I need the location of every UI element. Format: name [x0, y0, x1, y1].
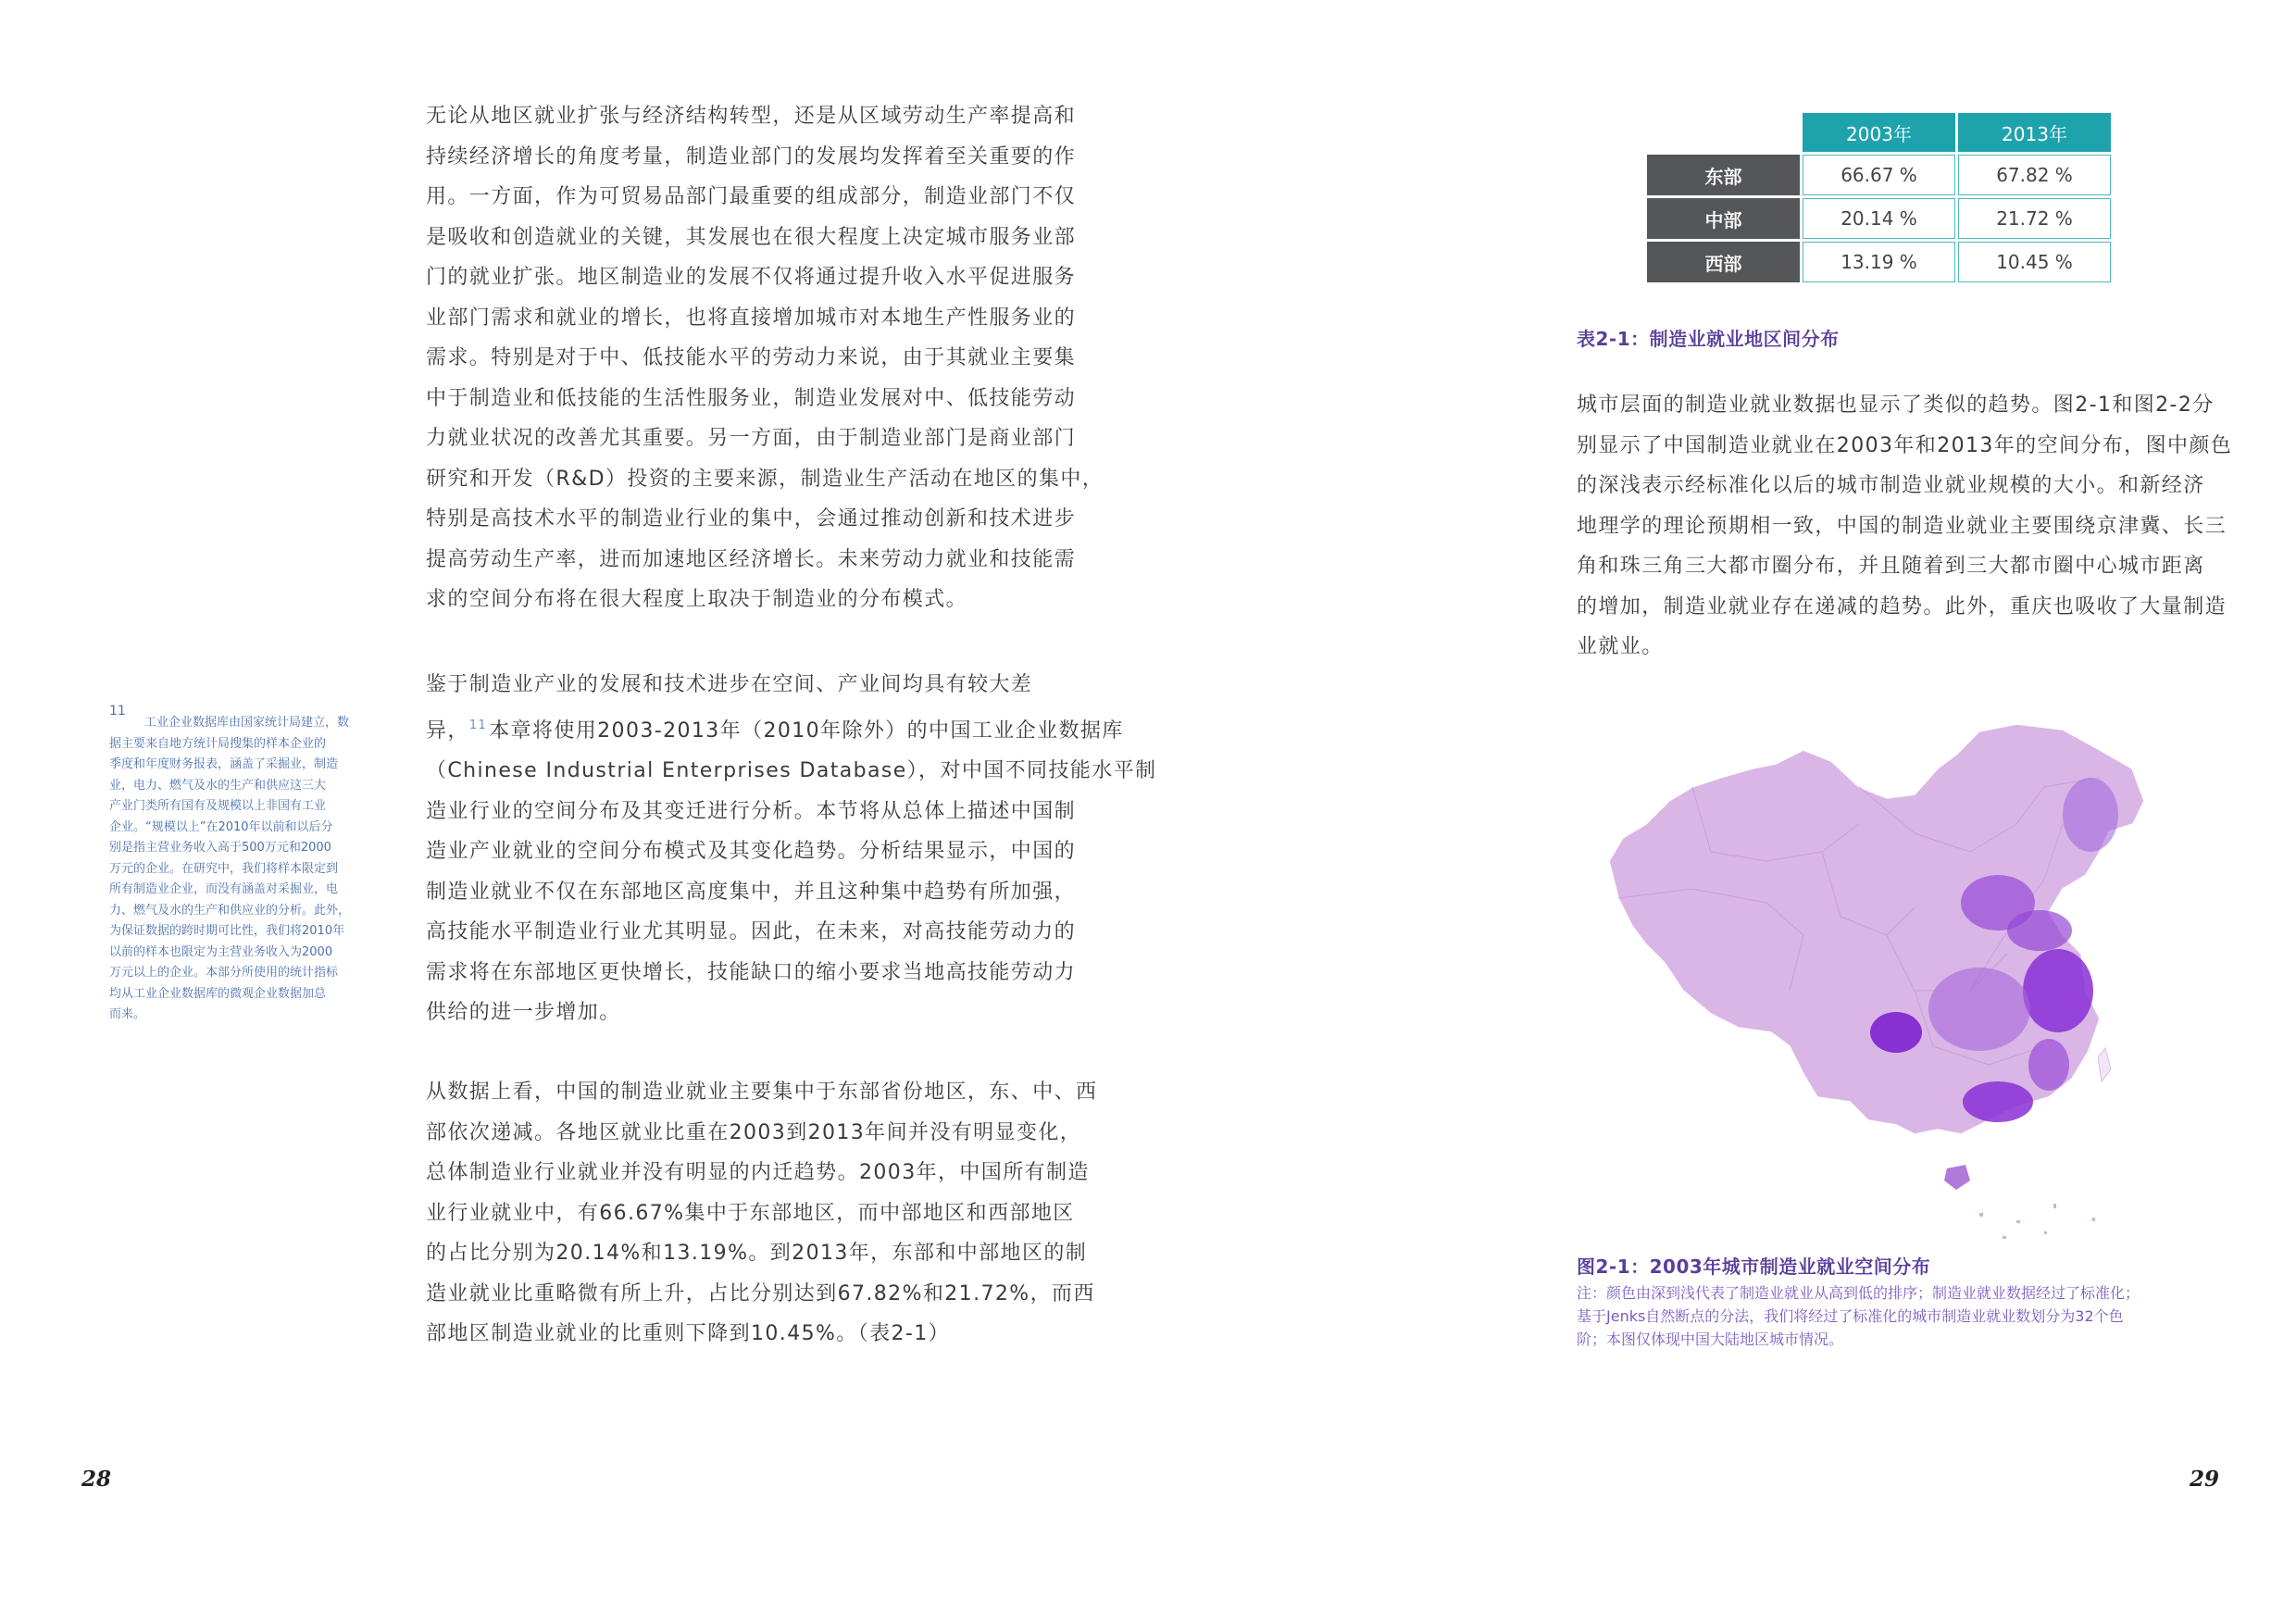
text-line: 求的空间分布将在很大程度上取决于制造业的分布模式。: [426, 588, 968, 611]
footnote-line: 产业门类所有国有及规模以上非国有工业: [109, 799, 327, 813]
text-line: 门的就业扩张。地区制造业的发展不仅将通过提升收入水平促进服务: [426, 266, 1077, 289]
text-line: 的占比分别为20.14%和13.19%。到2013年，东部和中部地区的制: [426, 1242, 1088, 1265]
pearl-delta-cluster: [1963, 1081, 2033, 1122]
footnote-line: 以前的样本也限定为主营业务收入为2000: [109, 944, 333, 959]
text-line: 高技能水平制造业行业尤其明显。因此，在未来，对高技能劳动力的: [426, 920, 1077, 943]
note-line: 注：颜色由深到浅代表了制造业就业从高到低的排序；制造业就业数据经过了标准化；: [1577, 1284, 2140, 1302]
figure-caption: 图2-1：2003年城市制造业就业空间分布: [1577, 1255, 1931, 1278]
footnote-line: 别是指主营业务收入高于500万元和2000: [109, 841, 331, 855]
yangtze-delta-cluster: [2023, 949, 2093, 1032]
note-line: 基于Jenks自然断点的分法，我们将经过了标准化的城市制造业就业数划分为32个色: [1577, 1307, 2124, 1325]
column-header-2003: 2003年: [1803, 113, 1955, 152]
page-number-left: 28: [81, 1467, 112, 1492]
text-line: 部地区制造业就业的比重则下降到10.45%。（表2-1）: [426, 1322, 951, 1345]
text-line: 无论从地区就业扩张与经济结构转型，还是从区域劳动生产率提高和: [426, 105, 1077, 128]
central-cluster: [1928, 968, 2030, 1051]
hainan-island: [1944, 1165, 1970, 1190]
chongqing-cluster: [1870, 1012, 1922, 1053]
footnote-line: 而来。: [109, 1007, 146, 1021]
china-manufacturing-map: [1581, 713, 2174, 1250]
table-cell: 66.67 %: [1803, 155, 1955, 195]
table-caption: 表2-1：制造业就业地区间分布: [1577, 328, 1840, 350]
table-cell: 67.82 %: [1958, 155, 2111, 195]
footnote-line: 均从工业企业数据库的微观企业数据加总: [109, 986, 327, 1001]
table-row: [1647, 198, 2111, 239]
text-line: 持续经济增长的角度考量，制造业部门的发展均发挥着至关重要的作: [426, 144, 1077, 169]
text-line: 总体制造业行业就业并没有明显的内迁趋势。2003年，中国所有制造: [426, 1161, 1090, 1184]
table-row: [1647, 155, 2111, 195]
text-line: 特别是高技术水平的制造业行业的集中，会通过推动创新和技术进步: [426, 507, 1077, 531]
text-line: 的深浅表示经标准化以后的城市制造业就业规模的大小。和新经济: [1577, 474, 2205, 497]
text-line: 提高劳动生产率，进而加速地区经济增长。未来劳动力就业和技能需: [426, 547, 1077, 571]
figure-note: [1577, 1281, 2140, 1351]
footnote-line: 为保证数据的跨时期可比性，我们将2010年: [109, 924, 345, 938]
text-line: 制造业就业不仅在东部地区高度集中，并且这种集中趋势有所加强，: [426, 880, 1077, 904]
text-line: 造业行业的空间分布及其变迁进行分析。本节将从总体上描述中国制: [426, 799, 1077, 823]
footnote-line: 万元以上的企业。本部分所使用的统计指标: [109, 966, 339, 980]
text-line: 中于制造业和低技能的生活性服务业，制造业发展对中、低技能劳动: [426, 386, 1077, 410]
footnote-line: 万元的企业。在研究中，我们将样本限定到: [109, 861, 339, 876]
body-paragraph-1: [426, 96, 1104, 620]
text-line: 从数据上看，中国的制造业就业主要集中于东部省份地区，东、中、西: [426, 1081, 1098, 1104]
footnote-number: 11: [109, 704, 126, 718]
text-fragment: 异，: [426, 718, 469, 743]
body-paragraph-right: [1577, 385, 2233, 668]
text-line: （Chinese Industrial Enterprises Database），对中国不同技能水平制: [426, 759, 1157, 782]
text-line: 造业就业比重略微有所上升，占比分别达到67.82%和21.72%，而西: [426, 1281, 1095, 1305]
table-cell: 13.19 %: [1803, 242, 1955, 282]
column-header-2013: 2013年: [1958, 113, 2111, 152]
text-line: 角和珠三角三大都市圈分布，并且随着到三大都市圈中心城市距离: [1577, 555, 2205, 578]
text-line: 研究和开发（R&D）投资的主要来源，制造业生产活动在地区的集中，: [426, 467, 1104, 491]
footnote: [109, 713, 387, 1026]
text-line: 别显示了中国制造业就业在2003年和2013年的空间分布，图中颜色: [1577, 433, 2233, 457]
page-number-right: 29: [2190, 1467, 2220, 1492]
body-paragraph-2: [426, 665, 1157, 1033]
row-header-east: 东部: [1647, 155, 1800, 195]
taiwan-island: [2098, 1048, 2111, 1081]
south-sea-islands: [1979, 1204, 2095, 1239]
text-line: 需求。特别是对于中、低技能水平的劳动力来说，由于其就业主要集: [426, 346, 1077, 369]
text-line: 业行业就业中，有66.67%集中于东部地区，而中部地区和西部地区: [426, 1201, 1075, 1225]
text-line: 业部门需求和就业的增长，也将直接增加城市对本地生产性服务业的: [426, 306, 1077, 330]
text-line: 业就业。: [1577, 635, 1664, 658]
text-line: 部依次递减。各地区就业比重在2003到2013年间并没有明显变化，: [426, 1120, 1082, 1144]
footnote-line: 季度和年度财务报表，涵盖了采掘业，制造: [109, 757, 339, 771]
table-cell: 21.72 %: [1958, 198, 2111, 239]
text-line: 的增加，制造业就业存在递减的趋势。此外，重庆也吸收了大量制造: [1577, 594, 2227, 618]
footnote-line: 据主要来自地方统计局搜集的样本企业的: [109, 736, 327, 751]
text-line: 需求将在东部地区更快增长，技能缺口的缩小要求当地高技能劳动力: [426, 960, 1077, 984]
footnote-line: 力、燃气及水的生产和供应业的分析。此外，: [109, 903, 351, 918]
footnote-line: 企业。“规模以上”在2010年以前和以后分: [109, 819, 333, 834]
text-line: 城市层面的制造业就业数据也显示了类似的趋势。图2-1和图2-2分: [1577, 394, 2215, 417]
row-header-central: 中部: [1647, 198, 1800, 239]
text-fragment: 本章将使用2003-2013年（2010年除外）的中国工业企业数据库: [489, 718, 1124, 743]
table-cell: 20.14 %: [1803, 198, 1955, 239]
table-cell: 10.45 %: [1958, 242, 2111, 282]
text-line: 是吸收和创造就业的关键，其发展也在很大程度上决定城市服务业部: [426, 225, 1077, 249]
regional-distribution-table: [1644, 110, 2114, 285]
table-corner: [1647, 113, 1800, 152]
text-line: 造业产业就业的空间分布模式及其变化趋势。分析结果显示，中国的: [426, 840, 1077, 863]
text-line: 鉴于制造业产业的发展和技术进步在空间、产业间均具有较大差: [426, 673, 1033, 696]
footnote-reference[interactable]: 11: [468, 718, 488, 732]
text-line: 地理学的理论预期相一致，中国的制造业就业主要围绕京津冀、长三: [1577, 514, 2227, 538]
note-line: 阶；本图仅体现中国大陆地区城市情况。: [1577, 1330, 1844, 1348]
footnote-line: 所有制造业企业，而没有涵盖对采掘业，电: [109, 882, 339, 896]
body-paragraph-3: [426, 1072, 1098, 1355]
shandong-cluster: [2007, 910, 2072, 951]
footnote-line: 工业企业数据库由国家统计局建立，数: [144, 716, 350, 730]
text-line: 用。一方面，作为可贸易品部门最重要的组成部分，制造业部门不仅: [426, 185, 1077, 208]
text-line: [426, 706, 1124, 752]
text-line: 供给的进一步增加。: [426, 1001, 621, 1024]
fujian-cluster: [2028, 1039, 2069, 1091]
northeast-cluster: [2063, 778, 2118, 852]
row-header-west: 西部: [1647, 242, 1800, 282]
text-line: 力就业状况的改善尤其重要。另一方面，由于制造业部门是商业部门: [426, 427, 1077, 450]
footnote-line: 业，电力、燃气及水的生产和供应这三大: [109, 778, 327, 793]
table-row: [1647, 242, 2111, 282]
table-header-row: [1647, 113, 2111, 152]
